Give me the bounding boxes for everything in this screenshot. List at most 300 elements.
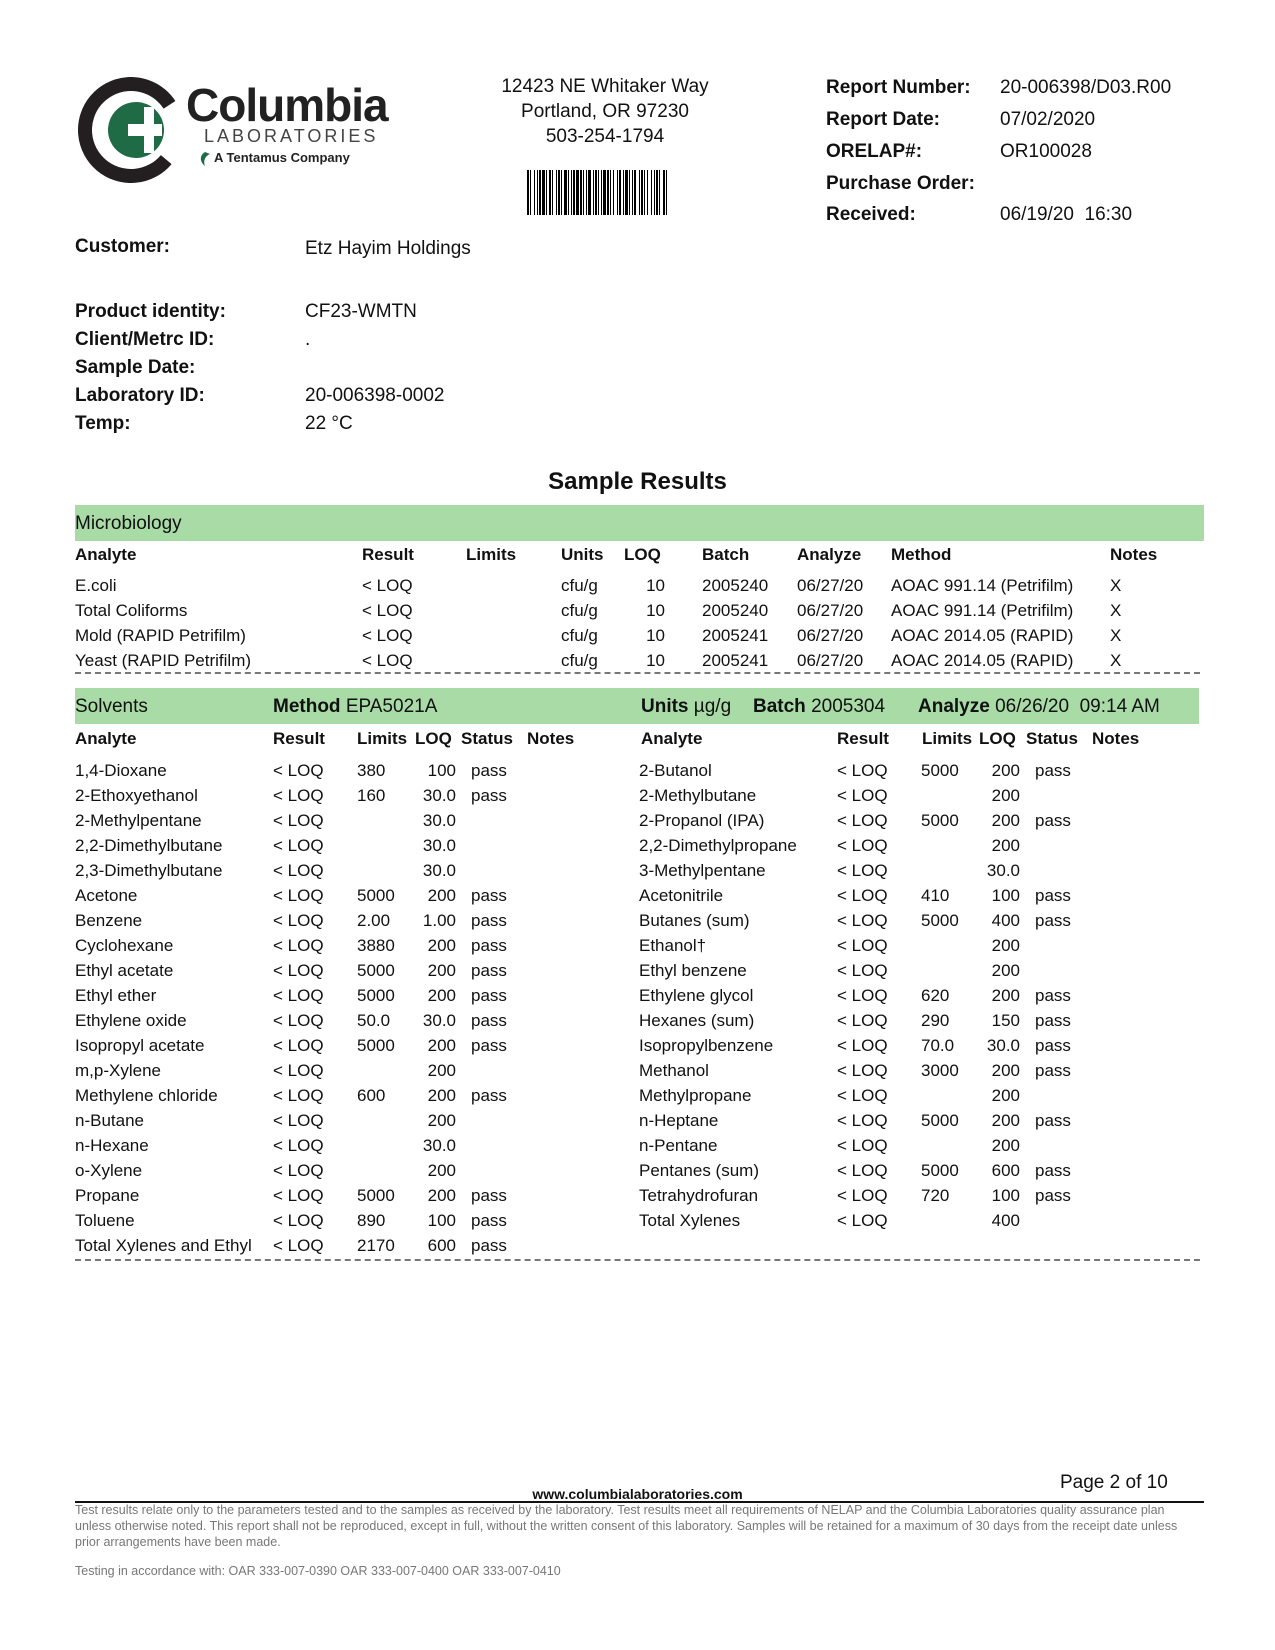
solv-left-header-limits: Limits [357,729,408,748]
solv-left-result: < LOQ [273,1211,324,1230]
solv-right-loq: 200 [991,761,1020,780]
micro-method: AOAC 2014.05 (RAPID) [891,651,1074,670]
micro-header-notes: Notes [1110,545,1158,564]
micro-header-limits: Limits [466,545,517,564]
solvents-analyze [918,696,1160,718]
solv-right-loq: 200 [991,1086,1020,1105]
micro-result: < LOQ [362,626,413,645]
solv-right-result: < LOQ [837,1086,888,1105]
solv-right-analyte: 2,2-Dimethylpropane [639,836,797,855]
micro-notes: X [1110,576,1122,595]
solv-left-result: < LOQ [273,786,324,805]
barcode-bar [619,170,621,215]
barcode [527,170,669,215]
barcode-bar [542,170,545,215]
solv-left-analyte: Propane [75,1186,140,1205]
solv-left-status: pass [471,1036,507,1055]
customer-value: Etz Hayim Holdings [305,238,471,259]
solv-right-status: pass [1035,1186,1071,1205]
orelap-value: OR100028 [1000,141,1092,162]
micro-method: AOAC 991.14 (Petrifilm) [891,601,1074,620]
solv-right-result: < LOQ [837,886,888,905]
solv-left-status: pass [471,1211,507,1230]
barcode-bar [607,170,609,215]
micro-batch: 2005240 [702,576,769,595]
solv-right-loq: 200 [991,986,1020,1005]
solv-left-loq: 30.0 [422,836,456,855]
barcode-bar [595,170,597,215]
micro-method: AOAC 2014.05 (RAPID) [891,626,1074,645]
solv-right-result: < LOQ [837,1186,888,1205]
solv-right-header-loq: LOQ [979,729,1016,748]
client-id-value: . [305,329,311,350]
barcode-bar [534,170,535,215]
purchase-order-label: Purchase Order: [826,173,975,194]
micro-result: < LOQ [362,576,413,595]
solv-right-analyte: 2-Butanol [639,761,712,780]
solv-right-analyte: Methylpropane [639,1086,752,1105]
solv-left-limits: 3880 [357,936,395,955]
solv-right-result: < LOQ [837,836,888,855]
micro-analyze: 06/27/20 [797,626,864,645]
solv-left-loq: 200 [427,961,456,980]
barcode-bar [644,170,645,215]
solv-left-loq: 200 [427,1036,456,1055]
solv-right-loq: 600 [991,1161,1020,1180]
solv-right-loq: 100 [991,1186,1020,1205]
micro-units: cfu/g [561,576,598,595]
micro-batch: 2005241 [702,651,769,670]
solv-right-header-analyte: Analyte [641,729,703,748]
barcode-bar [588,170,591,215]
solv-right-loq: 200 [991,1136,1020,1155]
solv-left-analyte: Isopropyl acetate [75,1036,205,1055]
solv-right-loq: 100 [991,886,1020,905]
solv-left-loq: 200 [427,1161,456,1180]
solv-left-analyte: 2,2-Dimethylbutane [75,836,223,855]
solv-left-limits: 380 [357,761,386,780]
solv-right-analyte: 2-Methylbutane [639,786,757,805]
barcode-bar [666,170,667,215]
solv-right-loq: 400 [991,911,1020,930]
solv-left-limits: 600 [357,1086,386,1105]
solv-left-status: pass [471,761,507,780]
barcode-bar [598,170,599,215]
micro-notes: X [1110,601,1122,620]
barcode-bar [603,170,606,215]
solv-right-loq: 200 [991,786,1020,805]
solv-right-loq: 200 [991,1111,1020,1130]
report-date: 07/02/2020 [1000,109,1096,130]
report-number: 20-006398/D03.R00 [1000,77,1172,98]
solv-left-limits: 5000 [357,986,395,1005]
micro-loq: 10 [646,626,665,645]
solv-left-result: < LOQ [273,836,324,855]
solv-right-limits: 720 [921,1186,950,1205]
solv-right-limits: 620 [921,986,950,1005]
barcode-bar [654,170,655,215]
solv-left-limits: 160 [357,786,386,805]
solv-right-loq: 200 [991,1061,1020,1080]
micro-header-batch: Batch [702,545,750,564]
solv-right-analyte: Butanes (sum) [639,911,750,930]
micro-result: < LOQ [362,601,413,620]
logo-subtitle: LABORATORIES [204,126,379,146]
solv-right-limits: 5000 [921,1111,959,1130]
website-link[interactable]: www.columbialaboratories.com [532,1486,743,1502]
logo-tagline: A Tentamus Company [214,150,350,165]
barcode-bar [546,170,547,215]
solv-right-result: < LOQ [837,936,888,955]
solv-left-result: < LOQ [273,1086,324,1105]
solv-left-result: < LOQ [273,761,324,780]
address-street: 12423 NE Whitaker Way [501,76,709,97]
barcode-bar [571,170,572,215]
solv-left-status: pass [471,1086,507,1105]
barcode-bar [580,170,582,215]
microbiology-title: Microbiology [75,513,182,534]
solv-right-limits: 5000 [921,811,959,830]
solv-left-limits: 2170 [357,1236,395,1255]
solv-left-loq: 200 [427,986,456,1005]
temp-label: Temp: [75,413,131,434]
solv-right-result: < LOQ [837,1011,888,1030]
laboratory-id-label: Laboratory ID: [75,385,205,406]
microbiology-header-bar [75,505,1204,541]
solv-left-result: < LOQ [273,936,324,955]
barcode-bar [576,170,579,215]
solv-right-analyte: Hexanes (sum) [639,1011,755,1030]
barcode-bar [558,170,560,215]
solv-right-result: < LOQ [837,761,888,780]
solv-left-analyte: 1,4-Dioxane [75,761,167,780]
solv-left-analyte: Ethyl ether [75,986,157,1005]
solv-left-analyte: m,p-Xylene [75,1061,161,1080]
solv-left-loq: 200 [427,1111,456,1130]
barcode-bar [564,170,567,215]
solv-right-analyte: Ethylene glycol [639,986,754,1005]
solv-right-analyte: Methanol [639,1061,709,1080]
barcode-bar [601,170,602,215]
product-identity-value: CF23-WMTN [305,301,417,322]
micro-batch: 2005241 [702,626,769,645]
barcode-bar [552,170,553,215]
solv-left-status: pass [471,1236,507,1255]
solv-right-status: pass [1035,986,1071,1005]
barcode-bar [647,170,648,215]
solv-left-analyte: Acetone [75,886,138,905]
solv-left-analyte: o-Xylene [75,1161,143,1180]
solv-right-loq: 200 [991,811,1020,830]
solv-right-limits: 5000 [921,911,959,930]
barcode-bar [539,170,541,215]
solv-right-status: pass [1035,1036,1071,1055]
barcode-bar [561,170,562,215]
solvents-units-label: Units [641,696,689,717]
solv-right-limits: 5000 [921,761,959,780]
solvents-method-value: EPA5021A [345,696,438,717]
solv-right-analyte: 2-Propanol (IPA) [639,811,765,830]
sample-results-title: Sample Results [548,468,727,495]
solvents-method-label: Method [273,696,341,717]
solv-left-result: < LOQ [273,1111,324,1130]
solv-right-analyte: n-Pentane [639,1136,718,1155]
micro-divider [75,672,1200,674]
micro-header-loq: LOQ [624,545,661,564]
micro-loq: 10 [646,601,665,620]
solv-left-result: < LOQ [273,961,324,980]
solv-left-analyte: Total Xylenes and Ethyl [75,1236,252,1255]
solv-right-loq: 30.0 [986,861,1020,880]
micro-analyze: 06/27/20 [797,601,864,620]
micro-result: < LOQ [362,651,413,670]
solvents-batch-label: Batch [753,696,806,717]
solv-left-analyte: Benzene [75,911,143,930]
solv-left-analyte: Cyclohexane [75,936,174,955]
barcode-bar [632,170,633,215]
solv-left-result: < LOQ [273,1161,324,1180]
client-id-label: Client/Metrc ID: [75,329,215,350]
solv-left-loq: 30.0 [422,811,456,830]
solv-right-limits: 5000 [921,1161,959,1180]
solvents-analyze-value: 06/26/20 09:14 AM [995,696,1160,717]
solv-left-status: pass [471,1011,507,1030]
barcode-bar [568,170,569,215]
barcode-bar [537,170,538,215]
solv-right-result: < LOQ [837,1161,888,1180]
laboratory-id-value: 20-006398-0002 [305,385,445,406]
solv-left-analyte: Toluene [75,1211,135,1230]
micro-header-result: Result [362,545,414,564]
solv-left-loq: 30.0 [422,1011,456,1030]
solv-right-analyte: Pentanes (sum) [639,1161,759,1180]
micro-analyte: E.coli [75,576,117,595]
barcode-bar [641,170,643,215]
solv-left-loq: 200 [427,1061,456,1080]
solv-left-status: pass [471,911,507,930]
solv-right-loq: 200 [991,936,1020,955]
solv-right-header-result: Result [837,729,889,748]
solv-left-result: < LOQ [273,1011,324,1030]
solv-left-header-result: Result [273,729,325,748]
solv-left-loq: 200 [427,1086,456,1105]
solv-left-limits: 2.00 [357,911,391,930]
solv-right-result: < LOQ [837,986,888,1005]
barcode-bar [617,170,618,215]
solv-right-analyte: Ethanol† [639,936,707,955]
solv-right-analyte: Isopropylbenzene [639,1036,774,1055]
solv-right-status: pass [1035,1161,1071,1180]
barcode-bar [629,170,630,215]
solvents-units [641,696,731,718]
solv-left-analyte: n-Hexane [75,1136,149,1155]
solv-left-header-status: Status [461,729,513,748]
solv-left-result: < LOQ [273,861,324,880]
tentamus-leaf-icon [198,151,212,167]
micro-analyte: Total Coliforms [75,601,188,620]
solv-left-loq: 30.0 [422,786,456,805]
solv-right-result: < LOQ [837,1036,888,1055]
micro-analyze: 06/27/20 [797,576,864,595]
solv-right-limits: 410 [921,886,950,905]
temp-value: 22 °C [305,413,353,434]
received-value: 06/19/20 16:30 [1000,204,1133,225]
solv-right-result: < LOQ [837,1111,888,1130]
solv-right-status: pass [1035,911,1071,930]
solv-right-status: pass [1035,811,1071,830]
solv-left-header-loq: LOQ [415,729,452,748]
solv-right-analyte: Ethyl benzene [639,961,747,980]
micro-loq: 10 [646,651,665,670]
solv-left-result: < LOQ [273,1036,324,1055]
barcode-bar [634,170,636,215]
report-date-label: Report Date: [826,109,941,130]
solv-left-result: < LOQ [273,986,324,1005]
barcode-bar [583,170,584,215]
solv-left-loq: 30.0 [422,1136,456,1155]
solv-right-analyte: 3-Methylpentane [639,861,766,880]
solv-right-analyte: n-Heptane [639,1111,719,1130]
customer-label: Customer: [75,236,171,257]
solv-left-loq: 100 [427,761,456,780]
solv-left-limits: 5000 [357,1186,395,1205]
solv-right-header-status: Status [1026,729,1078,748]
barcode-bar [623,170,624,215]
solvents-batch [753,696,885,718]
received-label: Received: [826,204,916,225]
micro-analyte: Yeast (RAPID Petrifilm) [75,651,252,670]
solv-left-header-analyte: Analyte [75,729,137,748]
solv-right-loq: 200 [991,836,1020,855]
page-number: Page 2 of 10 [1060,1472,1168,1493]
logo-name: Columbia [186,79,388,131]
solv-right-result: < LOQ [837,1136,888,1155]
solv-left-loq: 200 [427,936,456,955]
solv-left-limits: 5000 [357,961,395,980]
solv-right-limits: 70.0 [921,1036,955,1055]
barcode-bar [530,170,531,215]
solv-left-loq: 100 [427,1211,456,1230]
solv-right-result: < LOQ [837,861,888,880]
testing-accordance-text: Testing in accordance with: OAR 333-007-0390 OAR 333-007-0400 OAR 333-007-0410 [75,1564,561,1578]
solv-left-limits: 5000 [357,886,395,905]
solvents-title: Solvents [75,696,148,717]
solvents-method [273,696,437,718]
barcode-bar [549,170,551,215]
solv-left-analyte: Methylene chloride [75,1086,218,1105]
micro-header-analyte: Analyte [75,545,137,564]
sample-date-label: Sample Date: [75,357,196,378]
barcode-bar [639,170,640,215]
solv-left-status: pass [471,886,507,905]
columbia-logo-icon [78,77,184,183]
solv-right-result: < LOQ [837,911,888,930]
solv-right-status: pass [1035,1061,1071,1080]
report-number-label: Report Number: [826,77,971,98]
micro-notes: X [1110,626,1122,645]
solv-left-status: pass [471,986,507,1005]
solv-left-limits: 5000 [357,1036,395,1055]
solv-right-status: pass [1035,1111,1071,1130]
barcode-bar [610,170,611,215]
solv-left-analyte: Ethylene oxide [75,1011,187,1030]
solv-right-analyte: Total Xylenes [639,1211,741,1230]
solv-left-status: pass [471,936,507,955]
solv-right-header-limits: Limits [922,729,973,748]
solv-left-limits: 890 [357,1211,386,1230]
solv-right-status: pass [1035,886,1071,905]
solv-left-loq: 200 [427,886,456,905]
solv-left-result: < LOQ [273,811,324,830]
solv-right-status: pass [1035,761,1071,780]
micro-method: AOAC 991.14 (Petrifilm) [891,576,1074,595]
solv-left-limits: 50.0 [357,1011,391,1030]
barcode-bar [625,170,628,215]
barcode-bar [556,170,557,215]
solv-right-status: pass [1035,1011,1071,1030]
solv-left-status: pass [471,1186,507,1205]
micro-batch: 2005240 [702,601,769,620]
solv-right-result: < LOQ [837,961,888,980]
solv-right-analyte: Tetrahydrofuran [639,1186,759,1205]
solvents-analyze-label: Analyze [918,696,990,717]
solv-right-result: < LOQ [837,1211,888,1230]
barcode-bar [613,170,614,215]
solv-left-analyte: Ethyl acetate [75,961,174,980]
orelap-label: ORELAP#: [826,141,923,162]
solv-right-result: < LOQ [837,1061,888,1080]
barcode-bar [659,170,660,215]
solv-right-limits: 3000 [921,1061,959,1080]
barcode-bar [656,170,658,215]
barcode-bar [593,170,594,215]
address-city: Portland, OR 97230 [521,101,689,122]
solv-left-loq: 200 [427,1186,456,1205]
disclaimer-text: Test results relate only to the parameters tested and to the samples as received by the laboratory. Test results meet all requirements of NELAP and the Columbia Laboratories quality assurance plan unless otherwise noted. This report shall not be reproduced, except in full, without the written consent of this laboratory. Samples will be retained for a maximum of 30 days from the receipt date unless prior arrangements have been made. [75,1503,1178,1549]
solv-left-result: < LOQ [273,886,324,905]
micro-loq: 10 [646,576,665,595]
solv-left-loq: 600 [427,1236,456,1255]
solv-left-analyte: 2-Methylpentane [75,811,202,830]
solv-left-loq: 30.0 [422,861,456,880]
solv-left-status: pass [471,961,507,980]
solvents-divider [75,1259,1200,1261]
micro-analyte: Mold (RAPID Petrifilm) [75,626,246,645]
micro-analyze: 06/27/20 [797,651,864,670]
barcode-bar [573,170,575,215]
solv-left-loq: 1.00 [422,911,456,930]
solv-left-result: < LOQ [273,1061,324,1080]
micro-notes: X [1110,651,1122,670]
solv-left-status: pass [471,786,507,805]
solvents-units-value: µg/g [693,696,732,717]
micro-units: cfu/g [561,601,598,620]
solv-left-header-notes: Notes [527,729,575,748]
product-identity-label: Product identity: [75,301,226,322]
solv-left-result: < LOQ [273,1186,324,1205]
solv-right-header-notes: Notes [1092,729,1140,748]
solv-left-result: < LOQ [273,1136,324,1155]
solvents-batch-value: 2005304 [811,696,886,717]
solv-right-loq: 200 [991,961,1020,980]
micro-header-analyze: Analyze [797,545,862,564]
solv-right-loq: 150 [991,1011,1020,1030]
barcode-bar [651,170,652,215]
micro-header-method: Method [891,545,952,564]
solv-left-analyte: n-Butane [75,1111,144,1130]
barcode-bar [663,170,665,215]
solv-right-result: < LOQ [837,811,888,830]
